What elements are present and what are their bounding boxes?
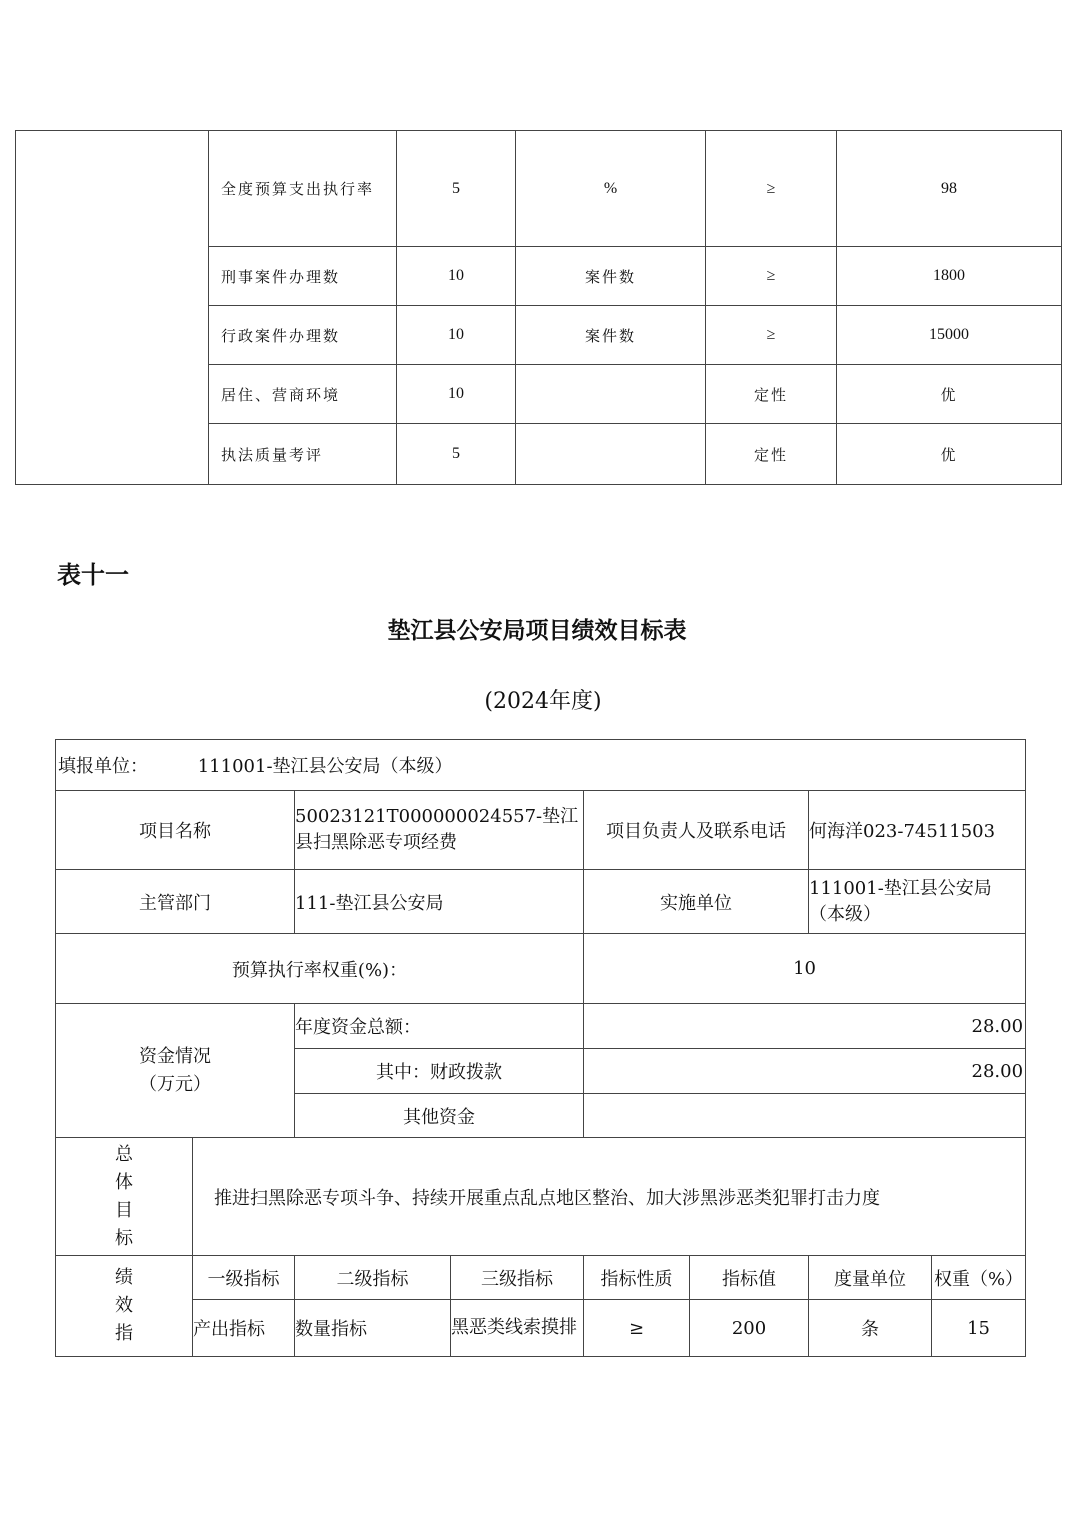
row-unit: 条 bbox=[809, 1300, 932, 1357]
reporting-unit-value: 111001-垫江县公安局（本级） bbox=[197, 756, 453, 777]
perf-char: 指 bbox=[115, 1323, 133, 1344]
department-label: 主管部门 bbox=[56, 870, 295, 934]
reporting-unit-cell bbox=[56, 740, 1026, 791]
indicator-weight: 10 bbox=[397, 365, 516, 424]
header-value: 指标值 bbox=[690, 1256, 809, 1300]
implementing-unit-label: 实施单位 bbox=[584, 870, 809, 934]
indicator-nature: 定性 bbox=[706, 424, 837, 485]
table-row bbox=[56, 1300, 1026, 1357]
reporting-unit-row bbox=[56, 740, 1026, 791]
overall-goal-label bbox=[56, 1138, 193, 1256]
project-name-value: 50023121T000000024557-垫江县扫黑除恶专项经费 bbox=[295, 791, 584, 870]
indicator-name: 执法质量考评 bbox=[209, 424, 397, 485]
indicator-unit: 案件数 bbox=[516, 247, 706, 306]
project-leader-value: 何海洋023-74511503 bbox=[809, 791, 1026, 870]
indicator-table-continued bbox=[15, 130, 1062, 485]
department-value: 111-垫江县公安局 bbox=[295, 870, 584, 934]
indicator-unit: 案件数 bbox=[516, 306, 706, 365]
indicator-unit bbox=[516, 365, 706, 424]
indicator-value: 优 bbox=[837, 365, 1062, 424]
table-row bbox=[16, 131, 1062, 247]
indicator-name: 行政案件办理数 bbox=[209, 306, 397, 365]
indicator-header-row bbox=[56, 1256, 1026, 1300]
header-level3: 三级指标 bbox=[451, 1256, 584, 1300]
fiscal-allocation-value: 28.00 bbox=[584, 1049, 1026, 1094]
indicator-value: 1800 bbox=[837, 247, 1062, 306]
indicator-weight: 10 bbox=[397, 247, 516, 306]
funds-label-cell bbox=[56, 1004, 295, 1138]
header-weight: 权重（%） bbox=[932, 1256, 1026, 1300]
row-level2: 数量指标 bbox=[295, 1300, 451, 1357]
header-level2: 二级指标 bbox=[295, 1256, 451, 1300]
header-unit: 度量单位 bbox=[809, 1256, 932, 1300]
indicator-nature: ≥ bbox=[706, 306, 837, 365]
indicator-value: 优 bbox=[837, 424, 1062, 485]
indicator-unit bbox=[516, 424, 706, 485]
implementing-unit-value: 111001-垫江县公安局（本级） bbox=[809, 870, 1026, 934]
funds-label: 资金情况 bbox=[139, 1045, 211, 1067]
indicator-nature: ≥ bbox=[706, 247, 837, 306]
indicator-name: 居住、营商环境 bbox=[209, 365, 397, 424]
page-subtitle: (2024年度) bbox=[484, 689, 602, 714]
row-weight: 15 bbox=[932, 1300, 1026, 1357]
indicator-name: 刑事案件办理数 bbox=[209, 247, 397, 306]
overall-goal-value: 推进扫黑除恶专项斗争、持续开展重点乱点地区整治、加大涉黑涉恶类犯罪打击力度 bbox=[193, 1138, 1026, 1256]
goal-char: 目 bbox=[115, 1199, 133, 1221]
project-name-row bbox=[56, 791, 1026, 870]
annual-total-label: 年度资金总额： bbox=[295, 1004, 584, 1049]
perf-char: 绩 bbox=[115, 1267, 133, 1288]
other-funds-value bbox=[584, 1094, 1026, 1138]
page-title: 垫江县公安局项目绩效目标表 bbox=[387, 618, 687, 644]
overall-goal-row bbox=[56, 1138, 1026, 1256]
indicator-weight: 5 bbox=[397, 131, 516, 247]
performance-indicator-label bbox=[56, 1256, 193, 1357]
indicator-nature: ≥ bbox=[706, 131, 837, 247]
row-level3: 黑恶类线索摸排 bbox=[451, 1300, 584, 1357]
performance-target-table bbox=[55, 739, 1026, 1357]
indicator-weight: 5 bbox=[397, 424, 516, 485]
merged-empty-cell bbox=[16, 131, 209, 485]
header-level1: 一级指标 bbox=[193, 1256, 295, 1300]
budget-rate-value: 10 bbox=[584, 934, 1026, 1004]
header-nature: 指标性质 bbox=[584, 1256, 690, 1300]
table-label: 表十一 bbox=[57, 561, 129, 589]
funds-row bbox=[56, 1004, 1026, 1049]
project-name-label: 项目名称 bbox=[56, 791, 295, 870]
goal-char: 体 bbox=[115, 1171, 133, 1193]
fiscal-allocation-label: 其中：财政拨款 bbox=[295, 1049, 584, 1094]
budget-rate-row bbox=[56, 934, 1026, 1004]
other-funds-label: 其他资金 bbox=[295, 1094, 584, 1138]
reporting-unit-label: 填报单位： bbox=[58, 756, 148, 777]
goal-char: 总 bbox=[115, 1143, 133, 1165]
indicator-name: 全度预算支出执行率 bbox=[209, 131, 397, 247]
project-leader-label: 项目负责人及联系电话 bbox=[584, 791, 809, 870]
budget-rate-label: 预算执行率权重(%)： bbox=[56, 934, 584, 1004]
indicator-nature: 定性 bbox=[706, 365, 837, 424]
department-row bbox=[56, 870, 1026, 934]
funds-unit: （万元） bbox=[139, 1073, 211, 1095]
row-level1: 产出指标 bbox=[193, 1300, 295, 1357]
indicator-unit: % bbox=[516, 131, 706, 247]
indicator-weight: 10 bbox=[397, 306, 516, 365]
perf-char: 效 bbox=[115, 1295, 133, 1316]
row-value: 200 bbox=[690, 1300, 809, 1357]
annual-total-value: 28.00 bbox=[584, 1004, 1026, 1049]
indicator-value: 15000 bbox=[837, 306, 1062, 365]
goal-char: 标 bbox=[115, 1227, 133, 1249]
row-nature: ≥ bbox=[584, 1300, 690, 1357]
indicator-value: 98 bbox=[837, 131, 1062, 247]
